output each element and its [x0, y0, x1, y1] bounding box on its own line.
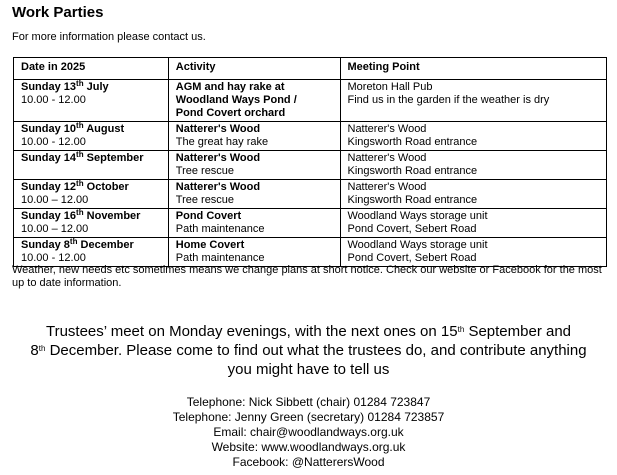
meeting-point-line: Natterer's Wood — [347, 123, 427, 135]
contact-website: Website: www.woodlandways.org.uk — [211, 440, 406, 454]
activity-detail: Tree rescue — [175, 165, 235, 177]
meeting-point-line: Kingsworth Road entrance — [347, 165, 478, 177]
date-cell — [14, 122, 169, 151]
meeting-point-cell — [340, 238, 607, 267]
activity-cell — [168, 209, 340, 238]
date-cell — [14, 151, 169, 180]
trustees-line-2-ordinal: th — [38, 344, 46, 353]
contact-phone-chair: Telephone: Nick Sibbett (chair) 01284 723847 — [186, 395, 431, 409]
date-month: December — [77, 239, 134, 251]
trustees-line-1 — [0, 322, 617, 341]
table-row — [14, 238, 607, 267]
activity-title: Home Covert — [175, 239, 245, 251]
trustees-paragraph — [0, 322, 617, 379]
work-parties-table — [13, 57, 607, 267]
activity-cell — [168, 122, 340, 151]
date-ordinal: th — [76, 79, 84, 88]
date-label — [21, 81, 162, 94]
activity-detail: The great hay rake — [175, 136, 269, 148]
column-header-activity: Activity — [168, 58, 340, 80]
table-row — [14, 209, 607, 238]
contact-phone-secretary: Telephone: Jenny Green (secretary) 01284 723857 — [172, 410, 445, 424]
meeting-point-line: Kingsworth Road entrance — [347, 194, 478, 206]
date-month: November — [83, 210, 141, 222]
date-day: Sunday 16 — [21, 210, 77, 222]
column-header-date: Date in 2025 — [14, 58, 169, 80]
trustees-line-2-day: 8 — [30, 342, 39, 359]
date-ordinal: th — [76, 208, 84, 217]
meeting-point-cell — [340, 151, 607, 180]
meeting-point-line: Find us in the garden if the weather is dry — [347, 94, 550, 106]
trustees-line-3: you might have to tell us — [227, 361, 390, 378]
activity-title: Natterer's Wood — [175, 181, 261, 193]
activity-title: Natterer's Wood — [175, 123, 261, 135]
contact-email: Email: chair@woodlandways.org.uk — [213, 425, 404, 439]
date-day: Sunday 14 — [21, 152, 77, 164]
date-month: October — [83, 181, 129, 193]
page-title: Work Parties — [12, 4, 104, 21]
date-ordinal: th — [76, 179, 84, 188]
time-label: 10.00 - 12.00 — [21, 252, 86, 264]
time-label: 10.00 – 12.00 — [21, 223, 89, 235]
activity-detail: Tree rescue — [175, 194, 235, 206]
date-day: Sunday 10 — [21, 123, 77, 135]
date-ordinal: th — [69, 237, 78, 246]
meeting-point-line: Woodland Ways storage unit — [347, 239, 488, 251]
date-cell — [14, 238, 169, 267]
date-cell — [14, 80, 169, 122]
date-day: Sunday 8 — [21, 239, 70, 251]
meeting-point-cell — [340, 209, 607, 238]
trustees-line-1-text: Trustees’ meet on Monday evenings, with the next ones on 15 — [45, 323, 458, 340]
meeting-point-line: Natterer's Wood — [347, 152, 427, 164]
contact-facebook: Facebook: @NatterersWood — [232, 455, 385, 469]
activity-cell — [168, 80, 340, 122]
table-row — [14, 151, 607, 180]
date-label — [21, 123, 162, 136]
table-row — [14, 122, 607, 151]
date-month: August — [83, 123, 125, 135]
date-ordinal: th — [76, 150, 84, 159]
table-row — [14, 180, 607, 209]
date-month: September — [83, 152, 144, 164]
meeting-point-line: Kingsworth Road entrance — [347, 136, 478, 148]
meeting-point-line: Moreton Hall Pub — [347, 81, 433, 93]
time-label: 10.00 - 12.00 — [21, 136, 86, 148]
activity-title: Pond Covert orchard — [175, 107, 286, 119]
date-label — [21, 210, 162, 223]
trustees-line-1-month: September and — [464, 323, 572, 340]
activity-detail: Path maintenance — [175, 252, 265, 264]
activity-cell — [168, 238, 340, 267]
date-cell — [14, 180, 169, 209]
date-label — [21, 152, 162, 165]
activity-title: Pond Covert — [175, 210, 242, 222]
meeting-point-line: Woodland Ways storage unit — [347, 210, 488, 222]
activity-detail: Path maintenance — [175, 223, 265, 235]
table-header-row — [14, 58, 607, 80]
intro-text: For more information please contact us. — [12, 31, 206, 43]
date-label — [21, 239, 162, 252]
table-row — [14, 80, 607, 122]
date-day: Sunday 13 — [21, 81, 77, 93]
activity-title: AGM and hay rake at — [175, 81, 285, 93]
meeting-point-cell — [340, 122, 607, 151]
meeting-point-cell — [340, 180, 607, 209]
date-month: July — [83, 81, 109, 93]
activity-cell — [168, 151, 340, 180]
activity-title: Woodland Ways Pond / — [175, 94, 297, 106]
time-label: 10.00 - 12.00 — [21, 94, 86, 106]
trustees-line-1-ordinal: th — [457, 325, 465, 334]
meeting-point-line: Pond Covert, Sebert Road — [347, 223, 477, 235]
contact-block — [0, 395, 617, 470]
date-cell — [14, 209, 169, 238]
meeting-point-line: Natterer's Wood — [347, 181, 427, 193]
activity-cell — [168, 180, 340, 209]
meeting-point-line: Pond Covert, Sebert Road — [347, 252, 477, 264]
meeting-point-cell — [340, 80, 607, 122]
date-ordinal: th — [76, 121, 84, 130]
weather-note: Weather, new needs etc sometimes means we change plans at short notice. Check our website or Facebook for the most up to date information. — [12, 264, 602, 289]
column-header-meeting-point: Meeting Point — [340, 58, 607, 80]
trustees-line-2 — [0, 341, 617, 360]
trustees-line-2-text: December. Please come to find out what the trustees do, and contribute anything — [45, 342, 587, 359]
time-label: 10.00 – 12.00 — [21, 194, 89, 206]
activity-title: Natterer's Wood — [175, 152, 261, 164]
date-day: Sunday 12 — [21, 181, 77, 193]
date-label — [21, 181, 162, 194]
